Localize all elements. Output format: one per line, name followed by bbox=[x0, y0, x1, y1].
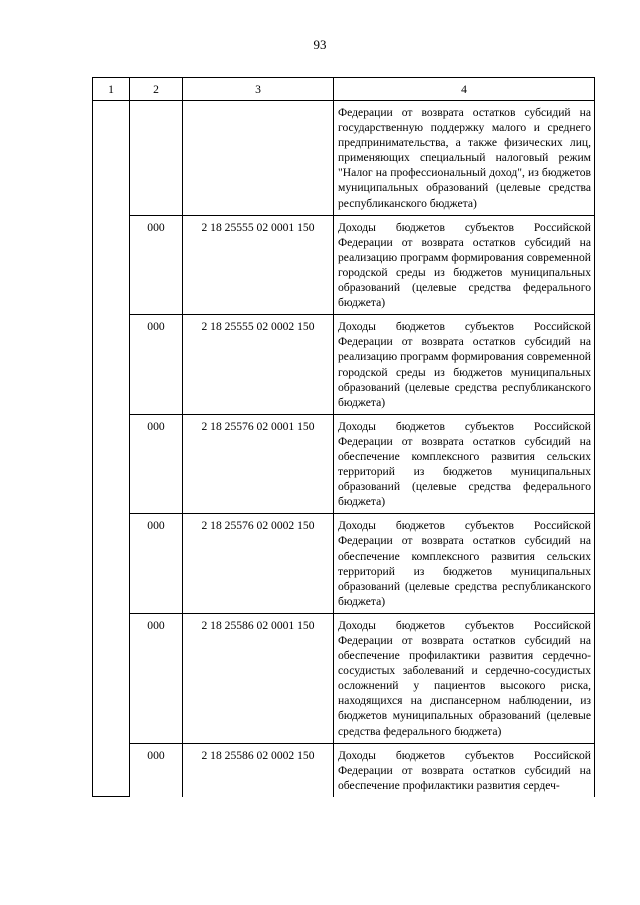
admin-code-cell: 000 bbox=[130, 215, 183, 315]
column-1-cell bbox=[93, 101, 130, 797]
admin-code-cell: 000 bbox=[130, 514, 183, 614]
admin-code-cell: 000 bbox=[130, 315, 183, 415]
column-header-4: 4 bbox=[334, 78, 595, 101]
table-row bbox=[93, 414, 595, 514]
column-header-3: 3 bbox=[183, 78, 334, 101]
income-code-cell bbox=[183, 101, 334, 216]
table-header-row bbox=[93, 78, 595, 101]
table-row bbox=[93, 613, 595, 743]
income-code-cell: 2 18 25555 02 0002 150 bbox=[183, 315, 334, 415]
income-description-cell: Доходы бюджетов субъектов Российской Федерации от возврата остатков субсидий на реализацию программ формирования современной городской среды из бюджетов муниципальных образований (целевые средства федерального бюджета) bbox=[334, 215, 595, 315]
income-description-cell: Доходы бюджетов субъектов Российской Федерации от возврата остатков субсидий на обеспечение комплексного развития сельских территорий из бюджетов муниципальных образований (целевые средства федерального бюджета) bbox=[334, 414, 595, 514]
income-code-cell: 2 18 25586 02 0002 150 bbox=[183, 743, 334, 797]
page-number: 93 bbox=[313, 37, 327, 52]
admin-code-cell: 000 bbox=[130, 414, 183, 514]
income-description-cell: Доходы бюджетов субъектов Российской Федерации от возврата остатков субсидий на обеспечение комплексного развития сельских территорий из бюджетов муниципальных образований (целевые средства республиканского бюджета) bbox=[334, 514, 595, 614]
column-header-2: 2 bbox=[130, 78, 183, 101]
table-row bbox=[93, 315, 595, 415]
table-row bbox=[93, 743, 595, 797]
income-description-cell: Федерации от возврата остатков субсидий на государственную поддержку малого и среднего предпринимательства, а также физических лиц, применяющих специальный налоговый режим "Налог на профессиональный доход", из бюджетов муниципальных образований (целевые средства республиканского бюджета) bbox=[334, 101, 595, 216]
column-header-1: 1 bbox=[93, 78, 130, 101]
income-code-cell: 2 18 25576 02 0002 150 bbox=[183, 514, 334, 614]
admin-code-cell: 000 bbox=[130, 613, 183, 743]
income-code-cell: 2 18 25555 02 0001 150 bbox=[183, 215, 334, 315]
table-row bbox=[93, 101, 595, 216]
admin-code-cell bbox=[130, 101, 183, 216]
income-description-cell: Доходы бюджетов субъектов Российской Федерации от возврата остатков субсидий на обеспечение профилактики развития сердеч- bbox=[334, 743, 595, 797]
table-row bbox=[93, 514, 595, 614]
income-code-cell: 2 18 25576 02 0001 150 bbox=[183, 414, 334, 514]
income-code-cell: 2 18 25586 02 0001 150 bbox=[183, 613, 334, 743]
budget-classification-table bbox=[92, 77, 595, 797]
table-row bbox=[93, 215, 595, 315]
income-description-cell: Доходы бюджетов субъектов Российской Федерации от возврата остатков субсидий на реализацию программ формирования современной городской среды из бюджетов муниципальных образований (целевые средства республиканского бюджета) bbox=[334, 315, 595, 415]
income-description-cell: Доходы бюджетов субъектов Российской Федерации от возврата остатков субсидий на обеспечение профилактики развития сердечно-сосудистых заболеваний и сердечно-сосудистых осложнений у пациентов высокого риска, находящихся на диспансерном наблюдении, из бюджетов муниципальных образований (целевые средства федерального бюджета) bbox=[334, 613, 595, 743]
admin-code-cell: 000 bbox=[130, 743, 183, 797]
